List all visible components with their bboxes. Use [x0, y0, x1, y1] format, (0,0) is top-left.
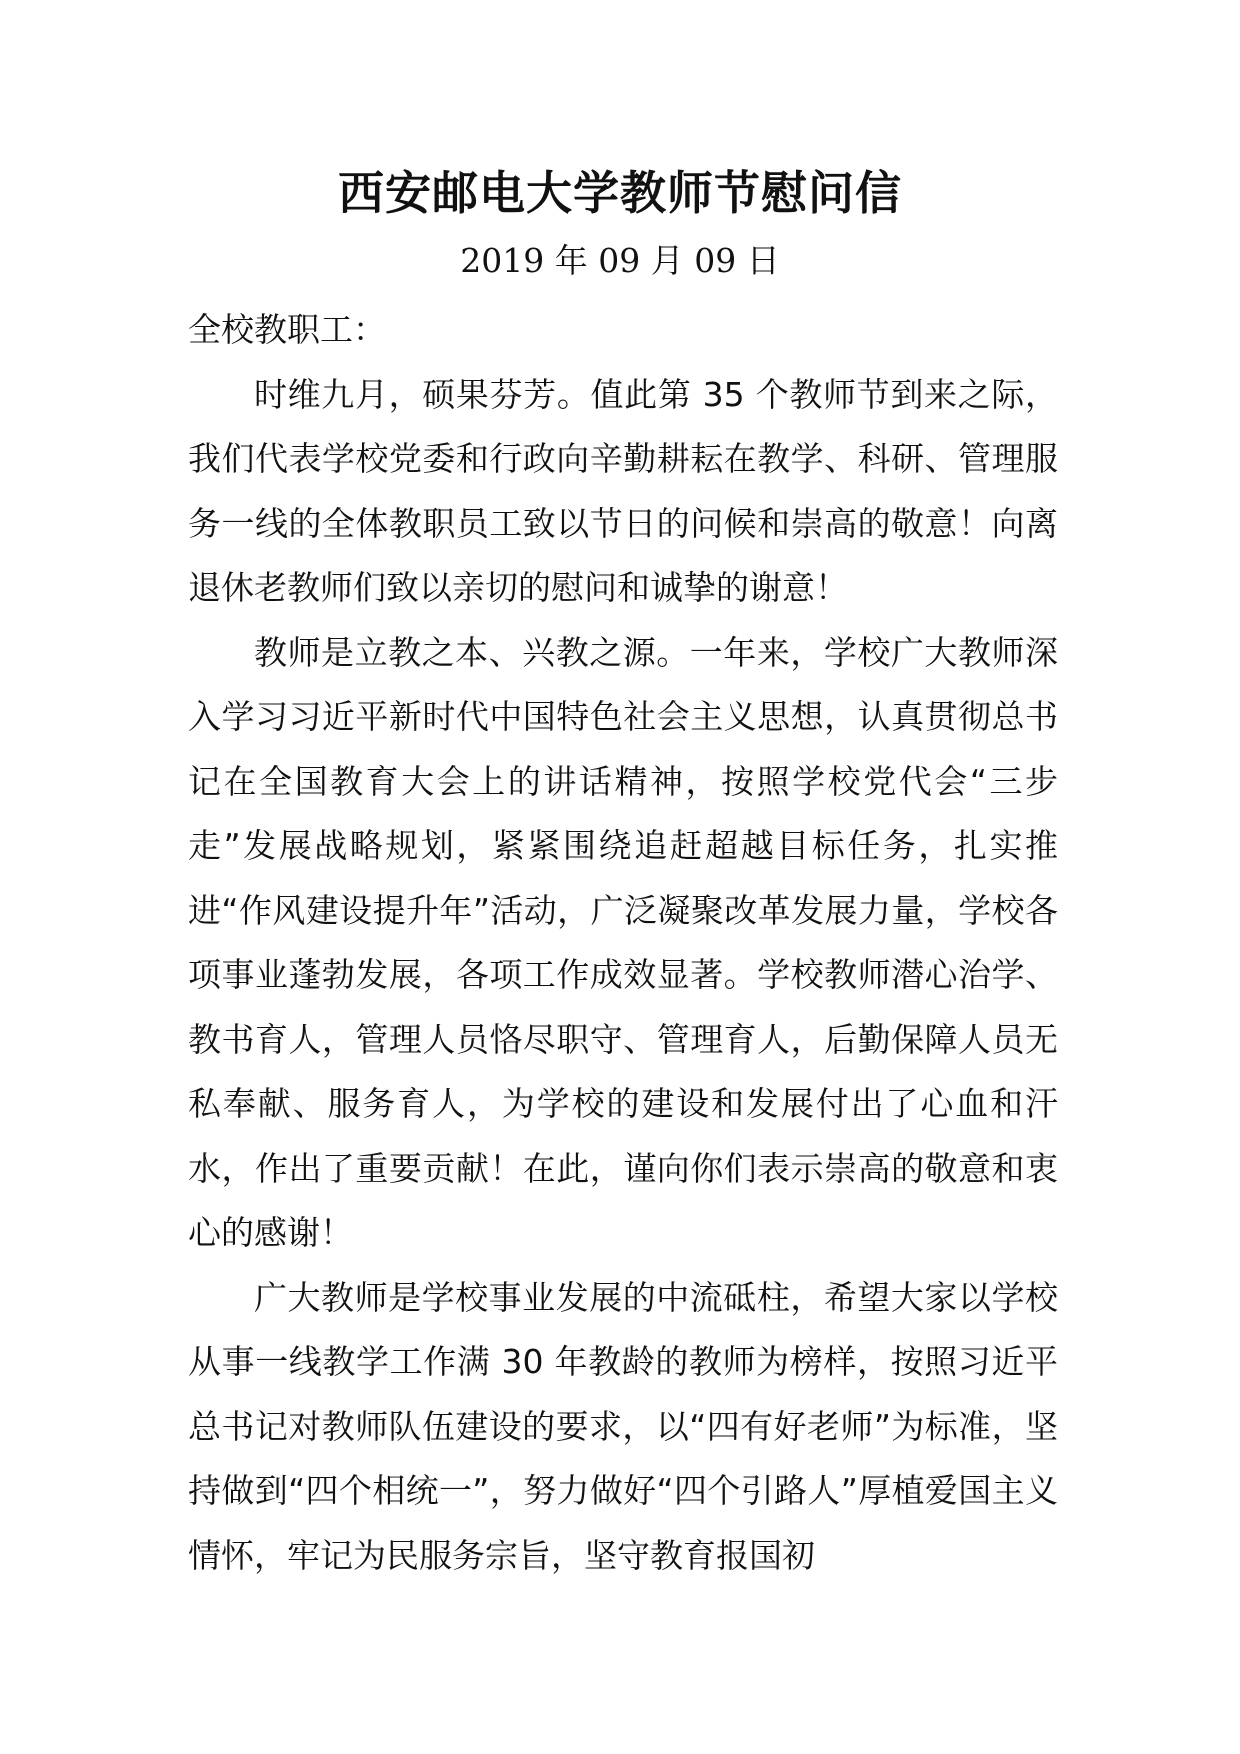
- paragraph-2: 教师是立教之本、兴教之源。一年来，学校广大教师深入学习习近平新时代中国特色社会主义思想，认真贯彻总书记在全国教育大会上的讲话精神，按照学校党代会“三步走”发展战略规划，紧紧围绕追赶超越目标任务，扎实推进“作风建设提升年”活动，广泛凝聚改革发展力量，学校各项事业蓬勃发展，各项工作成效显著。学校教师潜心治学、教书育人，管理人员恪尽职守、管理育人，后勤保障人员无私奉献、服务育人，为学校的建设和发展付出了心血和汗水，作出了重要贡献！在此，谨向你们表示崇高的敬意和衷心的感谢！: [188, 632, 1058, 1252]
- document-title: 西安邮电大学教师节慰问信: [338, 166, 902, 220]
- document-date: 2019 年 09 月 09 日: [460, 241, 780, 280]
- paragraph-3: 广大教师是学校事业发展的中流砥柱，希望大家以学校从事一线教学工作满 30 年教龄的教师为榜样，按照习近平总书记对教师队伍建设的要求，以“四有好老师”为标准，坚持做到“四个相统一”，努力做好“四个引路人”厚植爱国主义情怀，牢记为民服务宗旨，坚守教育报国初: [188, 1277, 1058, 1575]
- letter-body: [188, 298, 1058, 1588]
- salutation: 全校教职工：: [188, 310, 386, 349]
- paragraph-1: 时维九月，硕果芬芳。值此第 35 个教师节到来之际，我们代表学校党委和行政向辛勤耕耘在教学、科研、管理服务一线的全体教职员工致以节日的问候和崇高的敬意！向离退休老教师们致以亲切的慰问和诚挚的谢意！: [188, 374, 1058, 607]
